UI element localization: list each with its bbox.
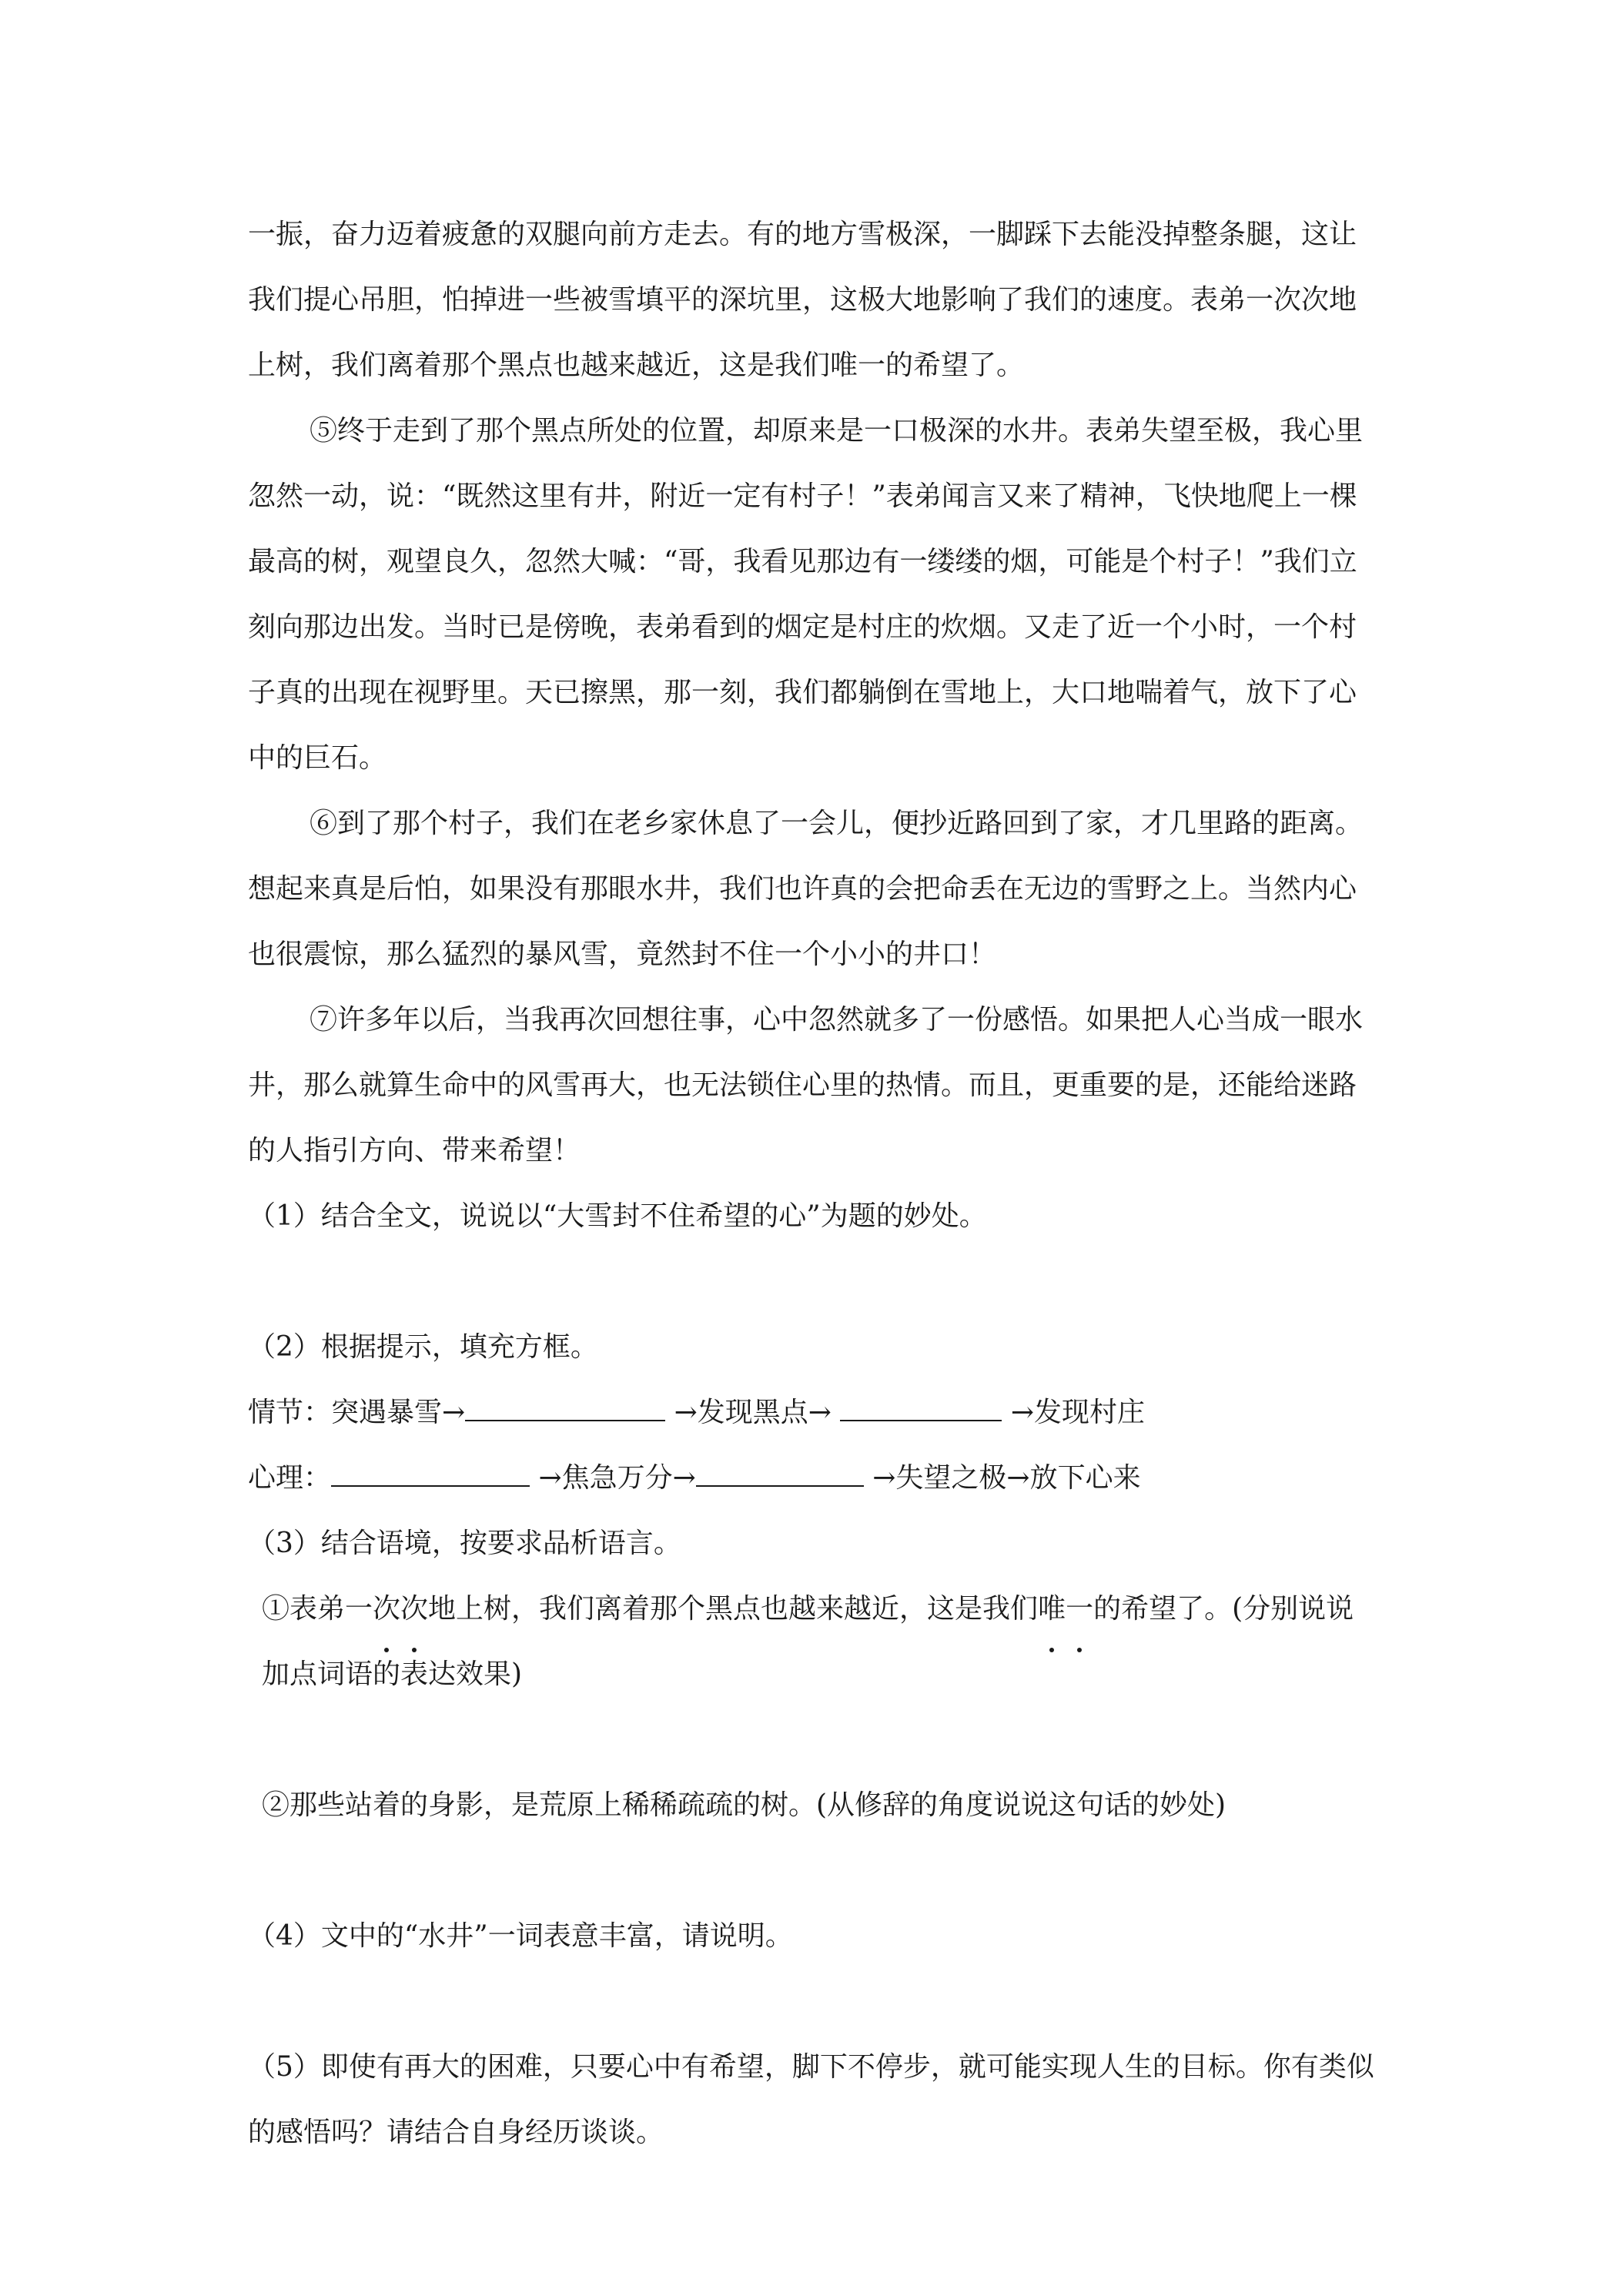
question-2: （2）根据提示，填充方框。 xyxy=(248,1331,598,1363)
q3-1-text: ①表弟一 xyxy=(262,1593,373,1625)
plot-label: 情节： xyxy=(248,1397,332,1428)
question-1: （1）结合全文，说说以“大雪封不住希望的心”为题的妙处。 xyxy=(248,1200,987,1232)
dotted-word: 一 xyxy=(1066,1576,1093,1642)
q3-1-text: 地上树，我们离着那个黑点也越来越近，这是我们 xyxy=(428,1593,1039,1625)
question-4: （4）文中的“水井”一词表意丰富，请说明。 xyxy=(248,1920,793,1952)
dotted-word: 次 xyxy=(400,1576,428,1642)
passage-paragraph: 一振，奋力迈着疲惫的双腿向前方走去。有的地方雪极深，一脚踩下去能没掉整条腿，这让我们提心吊胆，怕掉进一些被雪填平的深坑里，这极大地影响了我们的速度。表弟一次次地上树，我们离着那个黑点也越来越近，这是我们唯一的希望了。 xyxy=(248,219,1357,381)
mind-text-b: →失望之极→放下心来 xyxy=(872,1462,1141,1494)
passage-paragraph: ⑤终于走到了那个黑点所处的位置，却原来是一口极深的水井。表弟失望至极，我心里忽然一动，说：“既然这里有井，附近一定有村子！”表弟闻言又来了精神，飞快地爬上一棵最高的树，观望良久，忽然大喊：“哥，我看见那边有一缕缕的烟，可能是个村子！”我们立刻向那边出发。当时已是傍晚，表弟看到的烟定是村庄的炊烟。又走了近一个小时，一个村子真的出现在视野里。天已擦黑，那一刻，我们都躺倒在雪地上，大口地喘着气，放下了心中的巨石。 xyxy=(248,415,1364,774)
question-3-1 xyxy=(248,1576,1381,1707)
answer-blank[interactable] xyxy=(465,1397,665,1421)
dotted-word: 次 xyxy=(373,1576,400,1642)
page-content xyxy=(248,202,1381,2165)
question-3-2: ②那些站着的身影，是荒原上稀稀疏疏的树。(从修辞的角度说说这句话的妙处) xyxy=(262,1789,1226,1821)
dotted-word: 唯 xyxy=(1038,1576,1066,1642)
question-3: （3）结合语境，按要求品析语言。 xyxy=(248,1528,681,1559)
mind-line xyxy=(248,1445,1381,1511)
plot-line xyxy=(248,1380,1381,1445)
q3-1-text: 的希望了。(分别说说加点词语的表达效果) xyxy=(262,1593,1354,1690)
answer-blank[interactable] xyxy=(840,1397,1002,1421)
mind-text-a: →焦急万分→ xyxy=(538,1462,696,1494)
plot-text-a: 突遇暴雪→ xyxy=(331,1397,466,1428)
passage-paragraph: ⑥到了那个村子，我们在老乡家休息了一会儿，便抄近路回到了家，才几里路的距离。想起来真是后怕，如果没有那眼水井，我们也许真的会把命丢在无边的雪野之上。当然内心也很震惊，那么猛烈的暴风雪，竟然封不住一个小小的井口！ xyxy=(248,808,1364,970)
answer-blank[interactable] xyxy=(696,1462,864,1487)
plot-text-b: →发现黑点→ xyxy=(674,1397,832,1428)
answer-blank[interactable] xyxy=(331,1462,530,1487)
question-5: （5）即使有再大的困难，只要心中有希望，脚下不停步，就可能实现人生的目标。你有类似的感悟吗？请结合自身经历谈谈。 xyxy=(248,2051,1374,2148)
mind-label: 心理： xyxy=(248,1462,332,1494)
passage-paragraph: ⑦许多年以后，当我再次回想往事，心中忽然就多了一份感悟。如果把人心当成一眼水井，那么就算生命中的风雪再大，也无法锁住心里的热情。而且，更重要的是，还能给迷路的人指引方向、带来希望！ xyxy=(248,1004,1364,1166)
plot-text-c: →发现村庄 xyxy=(1010,1397,1146,1428)
